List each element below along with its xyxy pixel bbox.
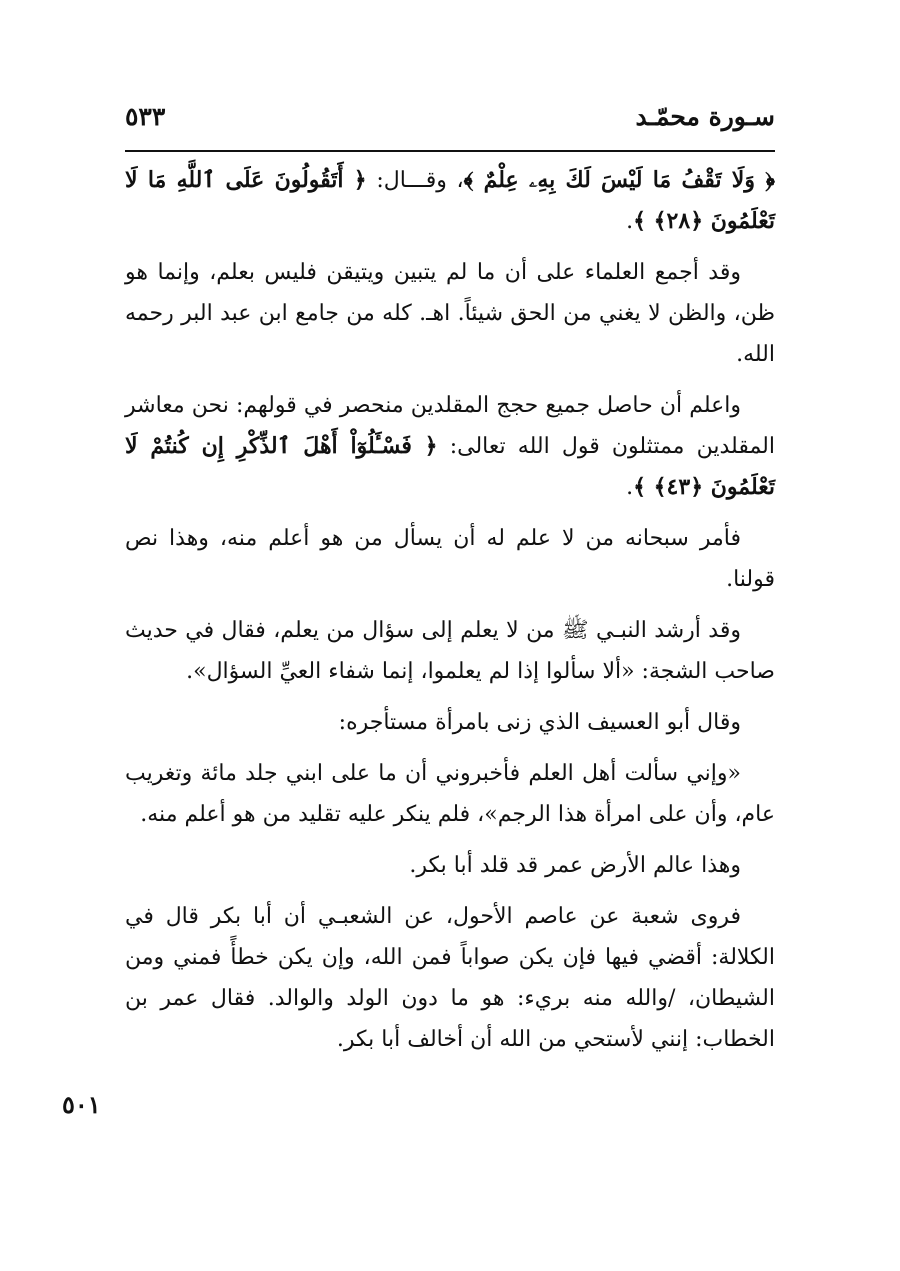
paragraph-text: .: [626, 209, 634, 234]
page-number: ٥٣٣: [125, 102, 166, 131]
header-rule: [125, 150, 775, 152]
paragraph-text: .: [626, 475, 634, 500]
paragraph: فأمر سبحانه من لا علم له أن يسأل من هو أعلم منه، وهذا نص قولنا.: [125, 526, 775, 592]
paragraph-text: ، وقـــال:: [366, 168, 464, 193]
paragraph: وقد أجمع العلماء على أن ما لم يتبين ويتيقن فليس بعلم، وإنما هو ظن، والظن لا يغني من الحق شيئاً. اهـ. كله من جامع ابن عبد البر رحمه الله.: [125, 260, 775, 367]
quran-verse: ﴿ أَتَقُولُونَ عَلَى ٱللَّهِ مَا لَا تَعْلَمُونَ ﴿٢٨﴾ ﴾: [125, 167, 775, 234]
paragraph-text: واعلم أن حاصل جميع حجج المقلدين منحصر في قولهم: نحن معاشر المقلدين ممتثلون قول الله تعالى:: [125, 393, 775, 459]
quran-quote-paragraph: [125, 160, 775, 242]
page-header: [125, 100, 775, 146]
paragraph: وقد أرشد النبـي ﷺ من لا يعلم إلى سؤال من يعلم، فقال في حديث صاحب الشجة: «ألا سألوا إذا لم يعلموا، إنما شفاء العيِّ السؤال».: [125, 618, 775, 684]
paragraph: وقال أبو العسيف الذي زنى بامرأة مستأجره:: [338, 710, 741, 735]
quran-verse: ﴿ فَسْـَٔلُوٓاْ أَهْلَ ٱلذِّكْرِ إِن كُنتُمْ لَا تَعْلَمُونَ ﴿٤٣﴾ ﴾: [125, 433, 775, 500]
paragraph: وهذا عالم الأرض عمر قد قلد أبا بكر.: [409, 853, 741, 878]
quran-verse: ﴿ وَلَا تَقْفُ مَا لَيْسَ لَكَ بِهِۦ عِلْمٌ ﴾: [463, 167, 775, 193]
page-body: [125, 160, 775, 1070]
paragraph: [125, 385, 775, 508]
surah-title: سـورة محمّـد: [635, 102, 775, 131]
margin-page-number: ٥٠١: [62, 1090, 101, 1119]
paragraph: «وإني سألت أهل العلم فأخبروني أن ما على ابني جلد مائة وتغريب عام، وأن على امرأة هذا الرجم»، فلم ينكر عليه تقليد من هو أعلم منه.: [125, 761, 775, 827]
paragraph: فروى شعبة عن عاصم الأحول، عن الشعبـي أن أبا بكر قال في الكلالة: أقضي فيها فإن يكن صواباً فمن الله، وإن يكن خطأً فمني ومن الشيطان، /والله منه بريء: هو ما دون الولد والوالد. فقال عمر بن الخطاب: إنني لأستحي من الله أن أخالف أبا بكر.: [125, 904, 775, 1052]
